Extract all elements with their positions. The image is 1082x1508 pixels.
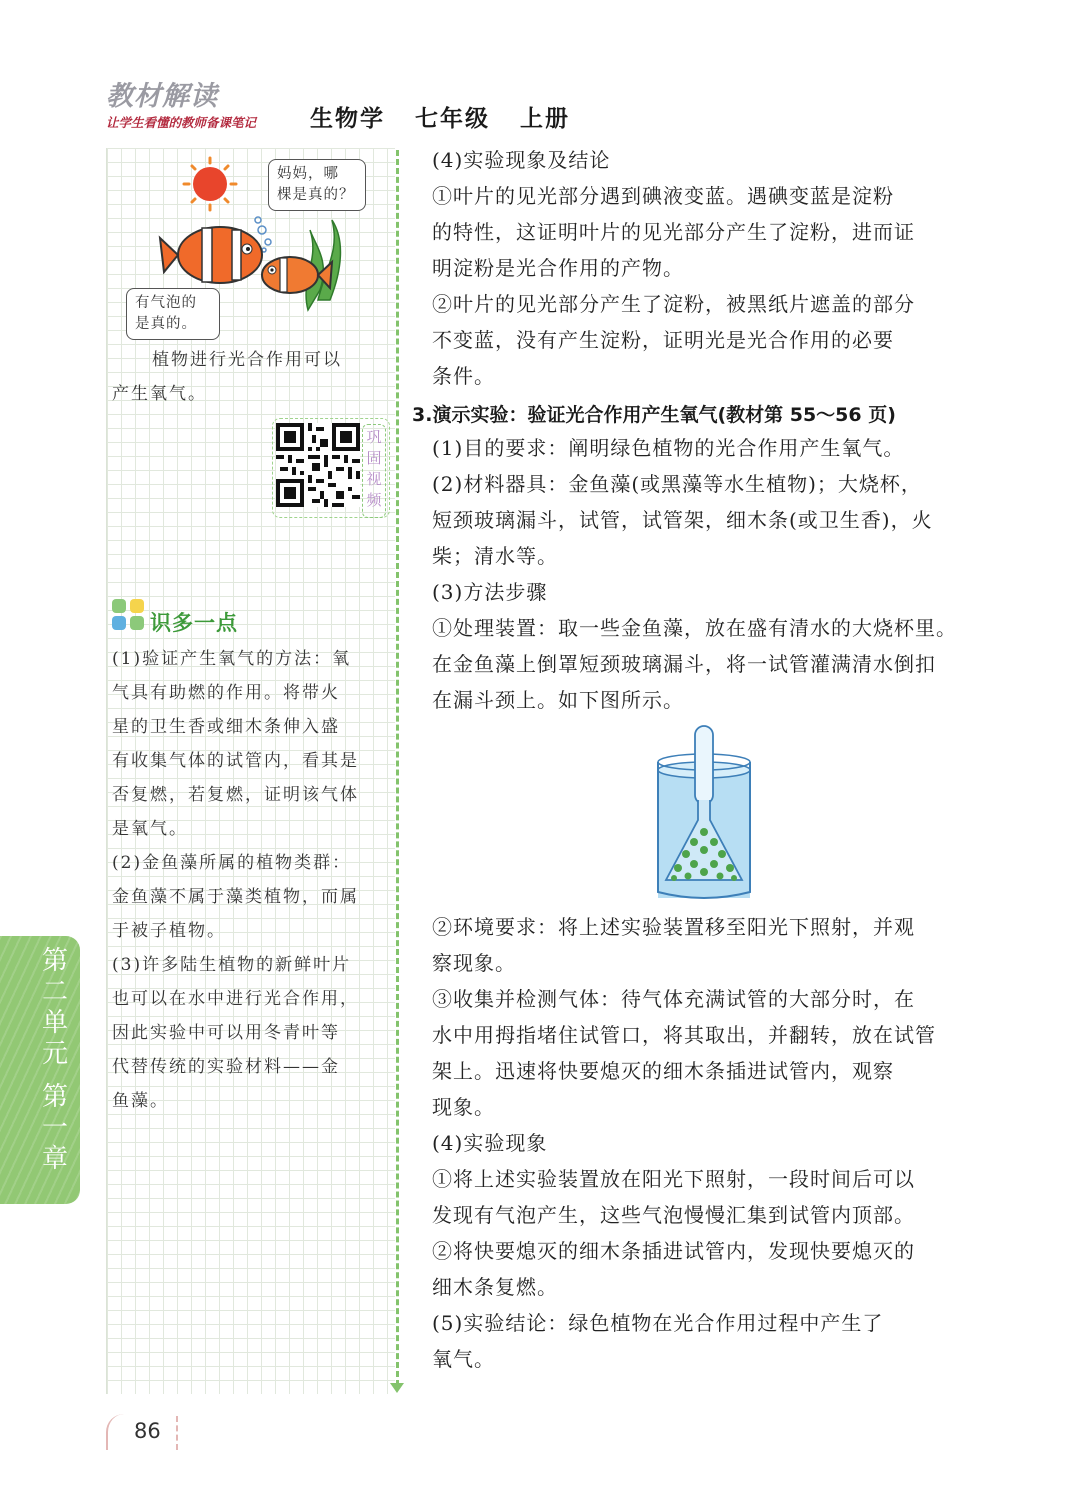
paragraph-line: 在金鱼藻上倒罩短颈玻璃漏斗，将一试管灌满清水倒扣 — [432, 652, 936, 676]
paragraph-line: 察现象。 — [432, 951, 516, 975]
paragraph-line: (5)实验结论：绿色植物在光合作用过程中产生了 — [432, 1311, 884, 1335]
paragraph-line: (4)实验现象及结论 — [432, 148, 611, 172]
speech-bubble-answer — [126, 288, 220, 340]
paragraph-line: 现象。 — [432, 1095, 495, 1119]
know-more-line: 因此实验中可以用冬青叶等 — [112, 1023, 340, 1043]
chapter-spacer — [38, 1070, 72, 1082]
know-more-line: 鱼藻。 — [112, 1091, 169, 1111]
paragraph-line: (3)方法步骤 — [432, 580, 548, 604]
know-more-icon — [110, 597, 148, 633]
page-number: 86 — [134, 1419, 161, 1443]
paragraph-line: 柴；清水等。 — [432, 544, 558, 568]
qr-label-char: 频 — [366, 491, 382, 509]
paragraph-line: 明淀粉是光合作用的产物。 — [432, 256, 684, 280]
chapter-char: 二 — [41, 977, 68, 1007]
qr-label-char: 巩 — [366, 428, 382, 446]
chapter-char: 一 — [41, 1113, 68, 1143]
procedure-results-block — [432, 909, 992, 1377]
know-more-title: 识多一点 — [150, 611, 238, 635]
paragraph-line: 水中用拇指堵住试管口，将其取出，并翻转，放在试管 — [432, 1023, 936, 1047]
paragraph-line: 架上。迅速将快要熄灭的细木条插进试管内，观察 — [432, 1059, 894, 1083]
speech-bubble-question — [268, 159, 366, 211]
page-number-divider — [176, 1416, 178, 1450]
paragraph-line: ②环境要求：将上述实验装置移至阳光下照射，并观 — [432, 915, 915, 939]
paragraph-line: 不变蓝，没有产生淀粉，证明光是光合作用的必要 — [432, 328, 894, 352]
illustration-caption — [112, 343, 392, 411]
know-more-content — [112, 642, 394, 1118]
know-more-line: 气具有助燃的作用。将带火 — [112, 683, 340, 703]
know-more-line: (2)金鱼藻所属的植物类群： — [112, 853, 352, 873]
chapter-char: 第 — [41, 1082, 68, 1112]
qr-code-icon[interactable] — [276, 423, 360, 507]
know-more-line: 否复燃，若复燃，证明该气体 — [112, 785, 359, 805]
paragraph-line: ③收集并检测气体：待气体充满试管的大部分时，在 — [432, 987, 915, 1011]
know-more-line: (3)许多陆生植物的新鲜叶片 — [112, 955, 352, 975]
paragraph-line: 发现有气泡产生，这些气泡慢慢汇集到试管内顶部。 — [432, 1203, 915, 1227]
chapter-char: 元 — [41, 1039, 68, 1069]
know-more-line: 代替传统的实验材料——金 — [112, 1057, 340, 1077]
column-divider — [396, 150, 399, 1386]
qr-label-char: 固 — [366, 449, 382, 467]
paragraph-line: 细木条复燃。 — [432, 1275, 558, 1299]
book-title: 生物学 七年级 上册 — [310, 106, 571, 132]
clownfish-icon — [160, 227, 262, 283]
chapter-char: 章 — [41, 1144, 68, 1174]
paragraph-line: 的特性，这证明叶片的见光部分产生了淀粉，进而证 — [432, 220, 915, 244]
know-more-line: 星的卫生香或细木条伸入盛 — [112, 717, 340, 737]
paragraph-line: ②叶片的见光部分产生了淀粉，被黑纸片遮盖的部分 — [432, 292, 915, 316]
paragraph-line: 氧气。 — [432, 1347, 495, 1371]
know-more-line: 是氧气。 — [112, 819, 188, 839]
paragraph-line: 条件。 — [432, 364, 495, 388]
bubble-line: 棵是真的？ — [277, 187, 355, 203]
paragraph-line: 在漏斗颈上。如下图所示。 — [432, 688, 684, 712]
know-more-line: 金鱼藻不属于藻类植物，而属 — [112, 887, 359, 907]
paragraph-line: ②将快要熄灭的细木条插进试管内，发现快要熄灭的 — [432, 1239, 915, 1263]
bubble-line: 有气泡的 — [135, 295, 197, 311]
bubble-line: 妈妈，哪 — [277, 166, 339, 182]
qr-label-char: 视 — [366, 470, 382, 488]
qr-video-label[interactable] — [362, 424, 386, 518]
results-conclusion-block — [432, 142, 992, 394]
caption-line: 植物进行光合作用可以 — [152, 350, 342, 370]
chapter-char: 单 — [41, 1008, 68, 1038]
experiment-setup-block — [432, 430, 992, 718]
caption-line: 产生氧气。 — [112, 384, 207, 404]
paragraph-line: ①处理装置：取一些金鱼藻，放在盛有清水的大烧杯里。 — [432, 616, 957, 640]
divider-arrow-icon — [390, 1383, 404, 1393]
bubble-line: 是真的。 — [135, 316, 197, 332]
sun-icon — [184, 158, 236, 210]
know-more-line: 于被子植物。 — [112, 921, 226, 941]
paragraph-line: (4)实验现象 — [432, 1131, 548, 1155]
paragraph-line: (1)目的要求：阐明绿色植物的光合作用产生氧气。 — [432, 436, 905, 460]
paragraph-line: ①叶片的见光部分遇到碘液变蓝。遇碘变蓝是淀粉 — [432, 184, 894, 208]
chapter-char: 第 — [41, 946, 68, 976]
apparatus-diagram — [648, 722, 760, 904]
know-more-line: (1)验证产生氧气的方法：氧 — [112, 649, 352, 669]
chapter-tab-label — [38, 946, 72, 1175]
know-more-line: 有收集气体的试管内，看其是 — [112, 751, 359, 771]
know-more-line: 也可以在水中进行光合作用， — [112, 989, 359, 1009]
paragraph-line: ①将上述实验装置放在阳光下照射，一段时间后可以 — [432, 1167, 915, 1191]
section-heading: 3.演示实验：验证光合作用产生氧气(教材第 55～56 页) — [412, 404, 896, 426]
brand-subtitle: 让学生看懂的教师备课笔记 — [106, 115, 257, 130]
paragraph-line: 短颈玻璃漏斗，试管，试管架，细木条(或卫生香)，火 — [432, 508, 933, 532]
brand-title: 教材解读 — [106, 81, 218, 112]
paragraph-line: (2)材料器具：金鱼藻(或黑藻等水生植物)；大烧杯， — [432, 472, 922, 496]
